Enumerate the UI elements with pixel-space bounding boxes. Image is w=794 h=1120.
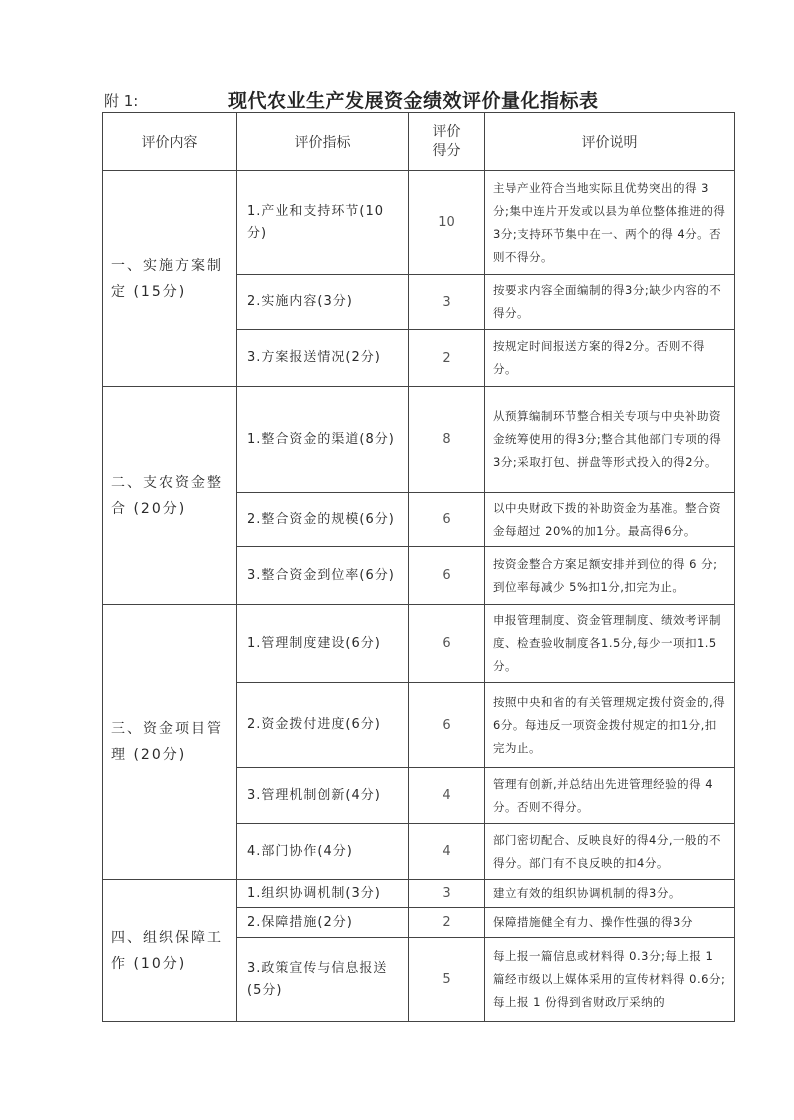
table-row bbox=[103, 605, 735, 683]
table-row bbox=[103, 171, 735, 275]
score-cell: 3 bbox=[409, 275, 485, 330]
score-cell: 4 bbox=[409, 824, 485, 880]
column-header-score-line1: 评价 bbox=[432, 123, 461, 140]
indicator-cell: 3.整合资金到位率(6分) bbox=[237, 547, 409, 605]
indicator-cell: 2.资金拨付进度(6分) bbox=[237, 683, 409, 768]
table-header-row bbox=[103, 113, 735, 171]
column-header-description: 评价说明 bbox=[485, 113, 735, 171]
indicator-cell: 1.管理制度建设(6分) bbox=[237, 605, 409, 683]
score-cell: 6 bbox=[409, 605, 485, 683]
description-cell: 以中央财政下拨的补助资金为基准。整合资金每超过 20%的加1分。最高得6分。 bbox=[485, 493, 735, 547]
score-cell: 6 bbox=[409, 493, 485, 547]
table-row bbox=[103, 387, 735, 493]
group-title: 三、资金项目管理 (20分) bbox=[103, 605, 237, 880]
indicator-cell: 1.组织协调机制(3分) bbox=[237, 880, 409, 908]
description-cell: 保障措施健全有力、操作性强的得3分 bbox=[485, 908, 735, 938]
score-cell: 2 bbox=[409, 330, 485, 387]
indicator-cell: 3.管理机制创新(4分) bbox=[237, 768, 409, 824]
description-cell: 申报管理制度、资金管理制度、绩效考评制度、检查验收制度各1.5分,每少一项扣1.5分。 bbox=[485, 605, 735, 683]
attachment-label: 附 1: bbox=[104, 92, 139, 110]
description-cell: 按照中央和省的有关管理规定拨付资金的,得6分。每违反一项资金拨付规定的扣1分,扣完为止。 bbox=[485, 683, 735, 768]
group-title: 一、实施方案制定 (15分) bbox=[103, 171, 237, 387]
indicator-cell: 2.实施内容(3分) bbox=[237, 275, 409, 330]
score-cell: 2 bbox=[409, 908, 485, 938]
page-title: 现代农业生产发展资金绩效评价量化指标表 bbox=[228, 90, 599, 112]
score-cell: 3 bbox=[409, 880, 485, 908]
score-cell: 10 bbox=[409, 171, 485, 275]
description-cell: 按要求内容全面编制的得3分;缺少内容的不得分。 bbox=[485, 275, 735, 330]
evaluation-table bbox=[102, 112, 735, 1022]
table-row bbox=[103, 880, 735, 908]
column-header-indicator: 评价指标 bbox=[237, 113, 409, 171]
column-header-content: 评价内容 bbox=[103, 113, 237, 171]
description-cell: 按规定时间报送方案的得2分。否则不得分。 bbox=[485, 330, 735, 387]
score-cell: 8 bbox=[409, 387, 485, 493]
score-cell: 6 bbox=[409, 547, 485, 605]
indicator-cell: 3.政策宣传与信息报送(5分) bbox=[237, 938, 409, 1022]
score-cell: 4 bbox=[409, 768, 485, 824]
group-title: 二、支农资金整合 (20分) bbox=[103, 387, 237, 605]
group-title: 四、组织保障工作 (10分) bbox=[103, 880, 237, 1022]
description-cell: 按资金整合方案足额安排并到位的得 6 分;到位率每减少 5%扣1分,扣完为止。 bbox=[485, 547, 735, 605]
indicator-cell: 4.部门协作(4分) bbox=[237, 824, 409, 880]
indicator-cell: 1.产业和支持环节(10分) bbox=[237, 171, 409, 275]
description-cell: 从预算编制环节整合相关专项与中央补助资金统筹使用的得3分;整合其他部门专项的得3分;采取打包、拼盘等形式投入的得2分。 bbox=[485, 387, 735, 493]
indicator-cell: 1.整合资金的渠道(8分) bbox=[237, 387, 409, 493]
indicator-cell: 2.保障措施(2分) bbox=[237, 908, 409, 938]
score-cell: 5 bbox=[409, 938, 485, 1022]
description-cell: 管理有创新,并总结出先进管理经验的得 4分。否则不得分。 bbox=[485, 768, 735, 824]
description-cell: 建立有效的组织协调机制的得3分。 bbox=[485, 880, 735, 908]
indicator-cell: 2.整合资金的规模(6分) bbox=[237, 493, 409, 547]
column-header-score-line2: 得分 bbox=[432, 142, 461, 159]
description-cell: 每上报一篇信息或材料得 0.3分;每上报 1 篇经市级以上媒体采用的宣传材料得 0.6分;每上报 1 份得到省财政厅采纳的 bbox=[485, 938, 735, 1022]
column-header-score bbox=[409, 113, 485, 171]
score-cell: 6 bbox=[409, 683, 485, 768]
description-cell: 主导产业符合当地实际且优势突出的得 3 分;集中连片开发或以县为单位整体推进的得3分;支持环节集中在一、两个的得 4分。否则不得分。 bbox=[485, 171, 735, 275]
description-cell: 部门密切配合、反映良好的得4分,一般的不得分。部门有不良反映的扣4分。 bbox=[485, 824, 735, 880]
indicator-cell: 3.方案报送情况(2分) bbox=[237, 330, 409, 387]
